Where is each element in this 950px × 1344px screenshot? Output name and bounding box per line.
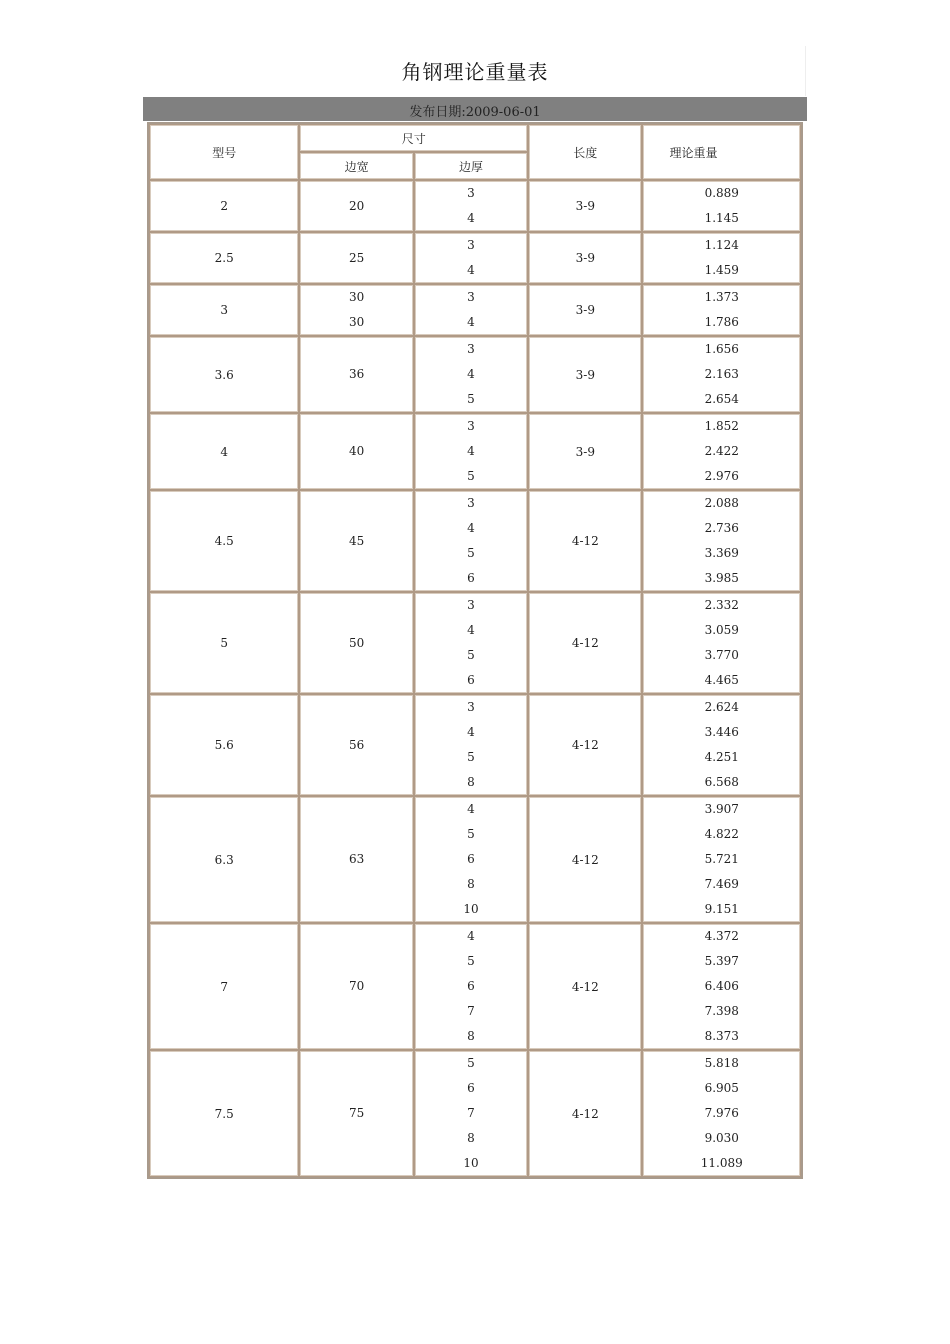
cell-weight-value: 7.469	[704, 877, 739, 891]
cell-thickness-value: 4	[467, 623, 475, 637]
cell-weight-value: 3.059	[704, 623, 739, 637]
cell-thickness-value: 5	[467, 1056, 475, 1070]
cell-thickness-value: 3	[467, 238, 475, 252]
cell-thickness-value: 4	[467, 802, 475, 816]
cell-length: 3-9	[528, 180, 642, 232]
cell-weight	[642, 490, 801, 592]
cell-thickness-value: 5	[467, 648, 475, 662]
cell-thickness	[414, 490, 528, 592]
cell-weight-value: 3.446	[704, 725, 739, 739]
cell-thickness-value: 8	[467, 1029, 475, 1043]
cell-weight-value: 4.372	[704, 929, 739, 943]
table-row	[149, 284, 801, 336]
header-thickness: 边厚	[414, 152, 528, 180]
cell-weight	[642, 1050, 801, 1177]
cell-weight-value: 5.721	[704, 852, 739, 866]
header-width: 边宽	[299, 152, 413, 180]
page-title: 角钢理论重量表	[401, 60, 549, 84]
cell-thickness	[414, 284, 528, 336]
cell-width-value: 25	[348, 250, 365, 265]
cell-weight-value: 3.369	[704, 546, 739, 560]
table-row	[149, 180, 801, 232]
cell-width-value: 75	[348, 1106, 365, 1120]
cell-width	[299, 232, 413, 284]
cell-weight-value: 5.397	[704, 954, 739, 968]
cell-weight-value: 2.332	[704, 598, 739, 612]
cell-thickness-value: 4	[467, 725, 475, 739]
cell-thickness-value: 5	[467, 750, 475, 764]
cell-length: 4-12	[528, 694, 642, 796]
cell-weight-value: 2.976	[704, 469, 739, 483]
cell-weight	[642, 923, 801, 1050]
cell-thickness-value: 7	[467, 1106, 475, 1120]
cell-weight	[642, 796, 801, 923]
cell-weight-value: 11.089	[700, 1156, 743, 1170]
cell-thickness	[414, 796, 528, 923]
cell-weight-value: 2.422	[704, 444, 739, 458]
cell-weight	[642, 694, 801, 796]
cell-width	[299, 1050, 413, 1177]
cell-weight-value: 0.889	[704, 186, 739, 200]
cell-thickness	[414, 694, 528, 796]
cell-thickness-value: 3	[467, 598, 475, 612]
cell-width-value: 30	[348, 290, 365, 304]
cell-thickness	[414, 592, 528, 694]
cell-thickness-value: 10	[463, 1156, 479, 1170]
cell-model: 6.3	[149, 796, 299, 923]
cell-weight-value: 7.976	[704, 1106, 739, 1120]
cell-weight	[642, 232, 801, 284]
cell-length: 4-12	[528, 1050, 642, 1177]
cell-weight-value: 1.145	[704, 211, 739, 225]
cell-model: 4	[149, 413, 299, 490]
cell-width-value: 40	[348, 444, 365, 458]
cell-model: 5	[149, 592, 299, 694]
header-row-1	[149, 124, 801, 152]
cell-width-value: 30	[348, 315, 365, 329]
cell-width	[299, 180, 413, 232]
table-row	[149, 694, 801, 796]
cell-weight-value: 4.822	[704, 827, 739, 841]
cell-thickness-value: 4	[467, 315, 475, 329]
cell-weight-value: 4.251	[704, 750, 739, 764]
cell-length: 4-12	[528, 923, 642, 1050]
cell-thickness-value: 6	[467, 673, 475, 687]
cell-length: 3-9	[528, 232, 642, 284]
cell-length: 3-9	[528, 413, 642, 490]
cell-width	[299, 592, 413, 694]
cell-thickness-value: 5	[467, 954, 475, 968]
cell-thickness-value: 3	[467, 186, 475, 200]
cell-length: 3-9	[528, 284, 642, 336]
cell-width	[299, 490, 413, 592]
header-length: 长度	[528, 124, 642, 180]
cell-weight-value: 6.905	[704, 1081, 739, 1095]
cell-thickness	[414, 336, 528, 413]
cell-thickness-value: 8	[467, 877, 475, 891]
cell-thickness-value: 6	[467, 1081, 475, 1095]
cell-thickness-value: 5	[467, 827, 475, 841]
cell-width	[299, 284, 413, 336]
cell-width-value: 45	[348, 533, 365, 548]
cell-thickness-value: 3	[467, 342, 475, 356]
cell-weight-value: 1.656	[704, 342, 739, 356]
cell-weight-value: 2.088	[704, 496, 739, 510]
cell-width	[299, 923, 413, 1050]
cell-weight-value: 1.786	[704, 315, 739, 329]
cell-thickness-value: 6	[467, 852, 475, 866]
cell-width	[299, 336, 413, 413]
cell-thickness-value: 6	[467, 571, 475, 585]
cell-weight-value: 8.373	[704, 1029, 739, 1043]
table-row	[149, 923, 801, 1050]
cell-width-value: 70	[348, 979, 365, 993]
cell-weight-value: 2.163	[704, 367, 739, 381]
release-date-bar	[143, 97, 807, 121]
cell-thickness-value: 3	[467, 700, 475, 714]
cell-model: 3	[149, 284, 299, 336]
cell-width	[299, 796, 413, 923]
cell-length: 4-12	[528, 490, 642, 592]
cell-thickness	[414, 413, 528, 490]
cell-weight-value: 2.624	[704, 700, 739, 714]
cell-weight-value: 3.907	[704, 802, 739, 816]
header-size: 尺寸	[299, 124, 528, 152]
header-model: 型号	[149, 124, 299, 180]
cell-thickness-value: 3	[467, 290, 475, 304]
release-date: 发布日期:2009-06-01	[409, 105, 541, 120]
cell-weight-value: 1.373	[704, 290, 739, 304]
cell-thickness-value: 4	[467, 367, 475, 381]
cell-weight	[642, 592, 801, 694]
cell-thickness-value: 6	[467, 979, 475, 993]
cell-thickness-value: 7	[467, 1004, 475, 1018]
cell-model: 7	[149, 923, 299, 1050]
cell-model: 2.5	[149, 232, 299, 284]
cell-weight-value: 1.852	[704, 419, 739, 433]
cell-thickness	[414, 1050, 528, 1177]
cell-thickness-value: 4	[467, 211, 475, 225]
cell-length: 4-12	[528, 796, 642, 923]
cell-weight-value: 3.770	[704, 648, 739, 662]
cell-thickness-value: 10	[463, 902, 479, 916]
cell-width	[299, 694, 413, 796]
cell-weight	[642, 284, 801, 336]
cell-thickness-value: 4	[467, 521, 475, 535]
cell-thickness-value: 8	[467, 1131, 475, 1145]
cell-thickness-value: 5	[467, 546, 475, 560]
table-row	[149, 796, 801, 923]
cell-weight-value: 1.124	[704, 238, 739, 252]
table-row	[149, 336, 801, 413]
cell-weight-value: 2.736	[704, 521, 739, 535]
cell-weight	[642, 336, 801, 413]
cell-weight-value: 6.568	[704, 775, 739, 789]
cell-weight	[642, 180, 801, 232]
cell-weight-value: 5.818	[704, 1056, 739, 1070]
cell-weight-value: 7.398	[704, 1004, 739, 1018]
cell-model: 5.6	[149, 694, 299, 796]
cell-model: 2	[149, 180, 299, 232]
cell-weight	[642, 413, 801, 490]
cell-thickness-value: 4	[467, 263, 475, 277]
cell-thickness-value: 8	[467, 775, 475, 789]
cell-thickness-value: 5	[467, 469, 475, 483]
cell-thickness	[414, 180, 528, 232]
table-row	[149, 1050, 801, 1177]
cell-thickness	[414, 923, 528, 1050]
cell-weight-value: 6.406	[704, 979, 739, 993]
angle-steel-weight-table	[147, 122, 803, 1179]
header-weight: 理论重量	[642, 124, 801, 180]
cell-thickness-value: 4	[467, 929, 475, 943]
cell-thickness-value: 5	[467, 392, 475, 406]
cell-weight-value: 2.654	[704, 392, 739, 406]
table-row	[149, 413, 801, 490]
cell-weight-value: 9.151	[704, 902, 739, 916]
cell-width-value: 50	[348, 635, 365, 650]
cell-length: 3-9	[528, 336, 642, 413]
cell-model: 4.5	[149, 490, 299, 592]
cell-width-value: 20	[348, 198, 365, 213]
cell-thickness-value: 3	[467, 496, 475, 510]
cell-width-value: 63	[348, 852, 365, 866]
table-row	[149, 232, 801, 284]
cell-weight-value: 1.459	[704, 263, 739, 277]
cell-length: 4-12	[528, 592, 642, 694]
cell-width-value: 56	[348, 737, 365, 752]
table-row	[149, 490, 801, 592]
cell-thickness-value: 4	[467, 444, 475, 458]
table-row	[149, 592, 801, 694]
cell-weight-value: 9.030	[704, 1131, 739, 1145]
cell-model: 7.5	[149, 1050, 299, 1177]
cell-thickness-value: 3	[467, 419, 475, 433]
cell-width-value: 36	[348, 367, 365, 381]
cell-thickness	[414, 232, 528, 284]
cell-width	[299, 413, 413, 490]
cell-weight-value: 3.985	[704, 571, 739, 585]
cell-model: 3.6	[149, 336, 299, 413]
cell-weight-value: 4.465	[704, 673, 739, 687]
